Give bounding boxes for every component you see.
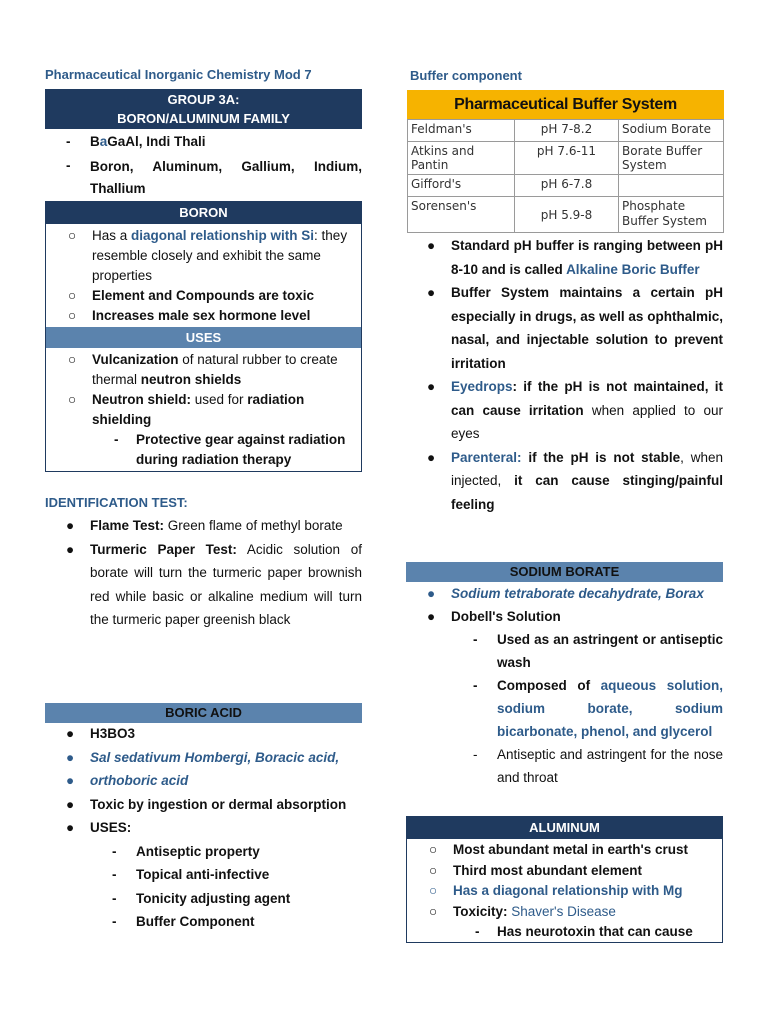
list-item: ○ Third most abundant element	[429, 862, 643, 878]
buffer-table	[407, 90, 724, 233]
boron-header: BORON	[46, 202, 361, 224]
table-row: Atkins and Pantin pH 7.6-11 Borate Buffer System	[408, 142, 724, 175]
list-item: - Has neurotoxin that can cause	[475, 924, 693, 939]
boric-list	[66, 722, 362, 934]
table-row: Feldman's pH 7-8.2 Sodium Borate	[408, 120, 724, 142]
buffer-table-grid	[407, 119, 724, 233]
group-header-line2: BORON/ALUMINUM FAMILY	[117, 111, 290, 126]
buffer-bullets	[427, 234, 723, 516]
identification-title: IDENTIFICATION TEST:	[45, 495, 188, 510]
list-item: ○ Has a diagonal relationship with Si: they resemble closely and exhibit the same properties	[68, 228, 348, 283]
list-item: ● Parenteral: if the pH is not stable, when injected, it can cause stinging/painful feeling	[427, 449, 723, 512]
list-item: ● Standard pH buffer is ranging between pH 8-10 and is called Alkaline Boric Buffer	[427, 238, 723, 277]
list-item: ○ Toxicity: Shaver's Disease	[429, 903, 616, 919]
boric-header: BORIC ACID	[45, 703, 362, 723]
list-item: ● Sodium tetraborate decahydrate, Borax	[427, 586, 704, 601]
list-item: ● Dobell's Solution	[427, 609, 561, 624]
sodium-borate-header: SODIUM BORATE	[406, 562, 723, 582]
list-item: - Protective gear against radiation during radiation therapy	[114, 432, 346, 467]
list-item: - Topical anti-infective	[112, 867, 270, 882]
list-item: ● orthoboric acid	[66, 773, 189, 788]
boron-box	[45, 201, 362, 472]
buffer-component-title: Buffer component	[410, 68, 522, 83]
doc-title: Pharmaceutical Inorganic Chemistry Mod 7	[45, 67, 312, 82]
group-list	[66, 132, 362, 200]
list-item: ○ Element and Compounds are toxic	[68, 288, 315, 303]
list-item: ○ Neutron shield: used for radiation shielding	[68, 392, 305, 427]
list-item: ● USES:	[66, 820, 132, 835]
list-item: - Tonicity adjusting agent	[112, 890, 291, 906]
group-header-line1: GROUP 3A:	[167, 92, 240, 107]
list-item: ● Eyedrops: if the pH is not maintained, it can cause irritation when applied to our eyes	[427, 379, 723, 441]
aluminum-box	[406, 816, 723, 943]
list-item: ○ Most abundant metal in earth's crust	[429, 842, 688, 857]
list-item: - Buffer Component	[112, 914, 255, 929]
list-item: ○ Vulcanization of natural rubber to create thermal neutron shields	[68, 352, 338, 387]
list-item: - BaGaAl, Indi Thali	[66, 134, 206, 149]
list-item: - Boron, Aluminum, Gallium, Indium, Thallium	[66, 158, 362, 196]
uses-header: USES	[46, 327, 361, 348]
list-item: - Antiseptic and astringent for the nose and throat	[473, 747, 723, 785]
list-item: ● Turmeric Paper Test: Acidic solution of borate will turn the turmeric paper brownish red while basic or alkaline medium will turn the turmeric paper greenish black	[66, 541, 362, 627]
list-item: - Composed of aqueous solution, sodium borate, sodium bicarbonate, phenol, and glycerol	[473, 678, 723, 739]
list-item: ● Toxic by ingestion or dermal absorption	[66, 796, 347, 812]
buffer-table-title: Pharmaceutical Buffer System	[407, 90, 724, 119]
list-item: - Used as an astringent or antiseptic wash	[473, 632, 723, 670]
list-item: ● Flame Test: Green flame of methyl borate	[66, 518, 343, 533]
identification-list	[66, 514, 362, 632]
list-item: ● H3BO3	[66, 726, 136, 741]
aluminum-header: ALUMINUM	[407, 817, 722, 839]
group-box	[45, 89, 362, 129]
list-item: ● Buffer System maintains a certain pH especially in drugs, as well as ophthalmic, nasal, and injectable solution to prevent irritation	[427, 285, 723, 371]
list-item: ● Sal sedativum Hombergi, Boracic acid,	[66, 749, 340, 765]
table-row: Gifford's pH 6-7.8	[408, 175, 724, 197]
table-row: Sorensen's pH 5.9-8 Phosphate Buffer System	[408, 197, 724, 233]
sodium-borate-list	[427, 582, 723, 789]
list-item: - Antiseptic property	[112, 843, 260, 859]
list-item: ○ Increases male sex hormone level	[68, 308, 311, 323]
list-item: ○ Has a diagonal relationship with Mg	[429, 883, 683, 898]
